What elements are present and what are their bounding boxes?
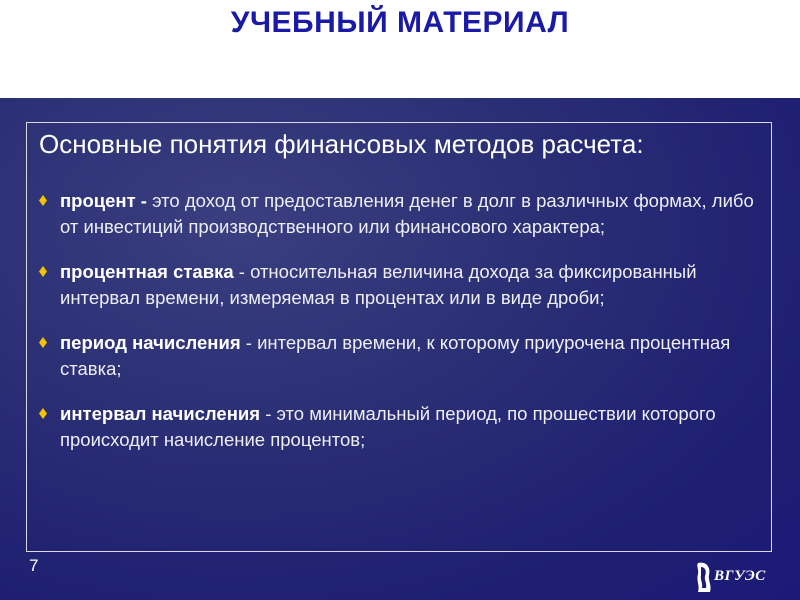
diamond-bullet-icon [39, 195, 47, 206]
list-item [36, 401, 762, 453]
slide-title: УЧЕБНЫЙ МАТЕРИАЛ [230, 6, 570, 39]
diamond-bullet-icon [39, 266, 47, 277]
term-definition: - относительная величина дохода за фиксированный интервал времени, измеряемая в процентах или в виде дроби; [60, 261, 697, 308]
diamond-bullet-icon [39, 337, 47, 348]
content-heading: Основные понятия финансовых методов расчета: [39, 129, 644, 159]
university-logo [694, 561, 780, 595]
term-label: процентная ставка [60, 261, 234, 282]
term-definition: - это минимальный период, по прошествии которого происходит начисление процентов; [60, 403, 716, 450]
term-definition: это доход от предоставления денег в долг в различных формах, либо от инвестиций производственного или финансового характера; [60, 190, 754, 237]
term-label: процент - [60, 190, 147, 211]
list-item [36, 188, 762, 240]
list-item [36, 259, 762, 311]
term-label: период начисления [60, 332, 241, 353]
logo-text: ВГУЭС [714, 568, 766, 584]
page-number: 7 [29, 556, 39, 575]
term-definition: - интервал времени, к которому приурочена процентная ставка; [60, 332, 731, 379]
definitions-list [36, 188, 762, 472]
diamond-bullet-icon [39, 408, 47, 419]
university-logo-icon [694, 561, 714, 595]
list-item [36, 330, 762, 382]
term-label: интервал начисления [60, 403, 261, 424]
